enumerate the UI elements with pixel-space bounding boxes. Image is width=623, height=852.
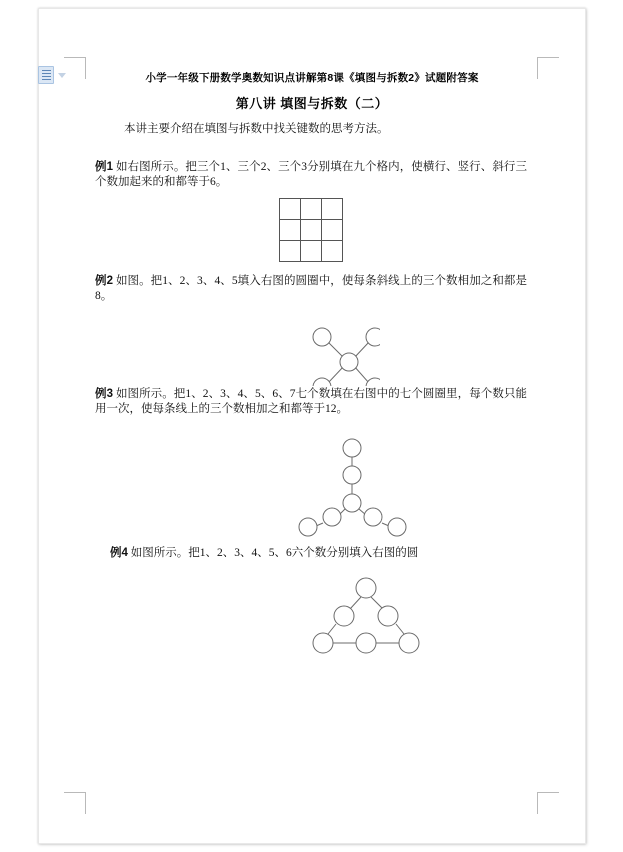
figure-cross-5-circles [270,314,380,391]
cross-5-circles-svg [270,314,380,386]
example-3-paragraph [95,387,527,417]
grid-3x3-svg [279,198,345,264]
example-1-paragraph [95,160,527,190]
example-1-text: 如右图所示。把三个1、三个2、三个3分别填在九个格内，使横行、竖行、斜行三个数加起来的和都等于6。 [95,161,527,188]
document-content [38,8,586,844]
intro-paragraph: 本讲主要介绍在填图与拆数中找关键数的思考方法。 [124,123,389,135]
example-4-label: 例4 [110,547,128,559]
example-2-paragraph [95,274,527,304]
example-4-text: 如图所示。把1、2、3、4、5、6六个数分别填入右图的圆 [130,547,419,559]
example-3-label: 例3 [95,388,113,400]
page-subtitle: 第八讲 填图与拆数（二） [235,96,389,111]
tripod-7-circles-svg [253,431,413,537]
example-1-label: 例1 [95,161,113,173]
figure-triangle-6-circles [266,570,426,667]
example-2-text: 如图。把1、2、3、4、5填入右图的圆圈中，使每条斜线上的三个数相加之和都是8。 [95,275,527,302]
example-2-label: 例2 [95,275,113,287]
figure-grid-3x3 [279,198,345,269]
triangle-6-circles-svg [266,570,426,662]
example-3-text: 如图所示。把1、2、3、4、5、6、7七个数填在右图中的七个圆圈里，每个数只能用一次，使每条线上的三个数相加之和都等于12。 [95,388,528,415]
page-title: 小学一年级下册数学奥数知识点讲解第8课《填图与拆数2》试题附答案 [145,72,479,84]
figure-tripod-7-circles [253,431,413,542]
example-4-paragraph [110,546,528,561]
